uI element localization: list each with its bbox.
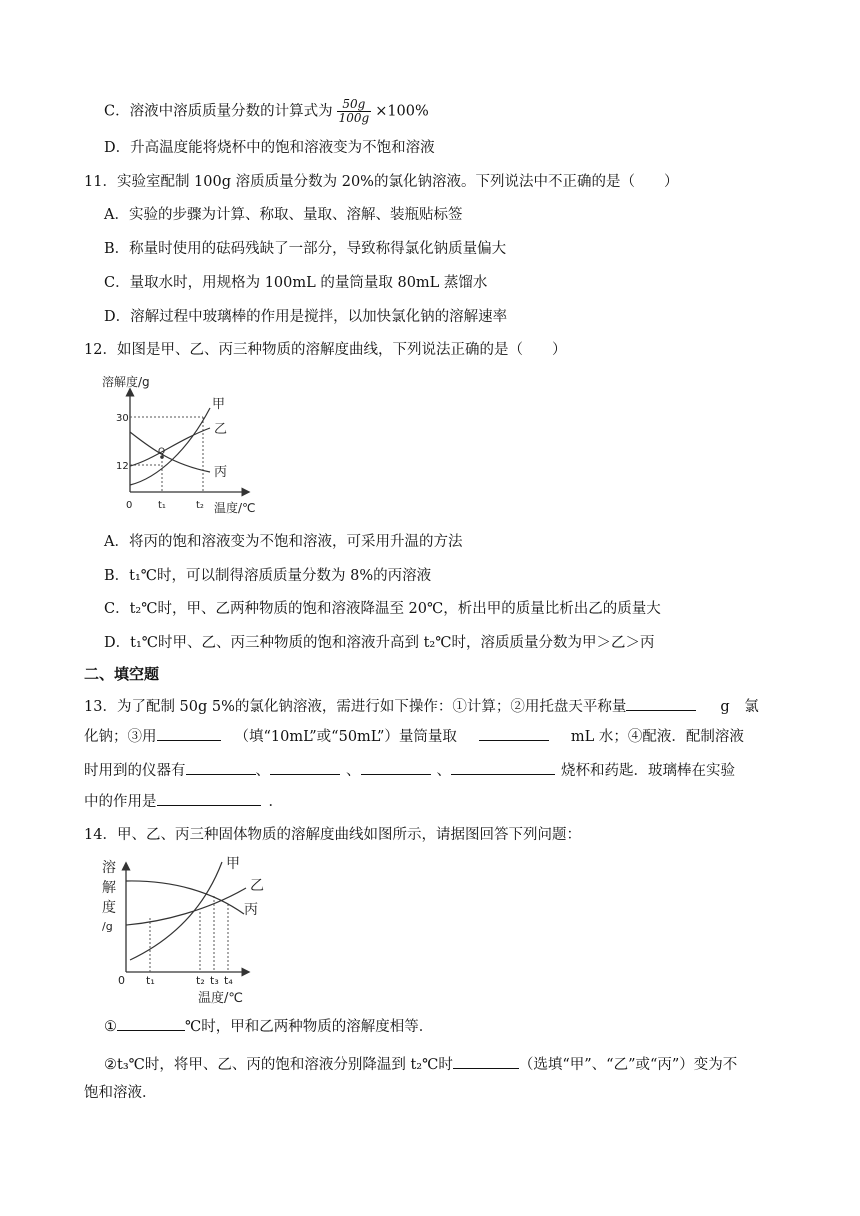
- q12-tick-30: 30: [116, 413, 129, 424]
- q11-option-b: B．称量时使用的砝码残缺了一部分，导致称得氯化钠质量偏大: [104, 241, 507, 257]
- q13-blank-cylinder[interactable]: [157, 726, 221, 741]
- q14-part-1: [104, 1016, 433, 1037]
- q11-option-a: A．实验的步骤为计算、称取、量取、溶解、装瓶贴标签: [104, 207, 463, 223]
- q14-blank-substance[interactable]: [453, 1054, 519, 1069]
- q12-y-label: 溶解度/g: [102, 375, 150, 389]
- q12-option-b: B．t₁℃时，可以制得溶质质量分数为 8%的丙溶液: [104, 568, 432, 584]
- q13-text-4a: 中的作用是: [84, 794, 157, 810]
- q13-text-1b: g 氯: [720, 699, 759, 715]
- q10-option-c: [104, 98, 429, 125]
- q13-text-2c: mL 水；④配液．配制溶液: [570, 729, 744, 745]
- q12-solubility-figure: [98, 370, 278, 520]
- q13-blank-instrument-2[interactable]: [270, 760, 340, 775]
- q11-option-c: C．量取水时，用规格为 100mL 的量筒量取 80mL 蒸馏水: [104, 275, 488, 291]
- q13-sep-1: 、: [255, 763, 270, 779]
- q14-tick-t3: t₃: [210, 974, 219, 987]
- q12-tick-t1: t₁: [158, 500, 166, 511]
- q10-fraction: [337, 98, 372, 125]
- q12-curve-bing: [130, 432, 210, 472]
- q14-tick-t4: t₄: [224, 974, 233, 987]
- q14-curve-jia: [130, 862, 222, 960]
- q12-curve-jia: [130, 408, 210, 485]
- q14-blank-temperature[interactable]: [117, 1016, 185, 1031]
- q12-series-jia: 甲: [212, 397, 226, 412]
- q14-y-label-4: /g: [102, 920, 113, 933]
- fraction-numerator: 50g: [337, 98, 372, 112]
- q14-stem: 14．甲、乙、丙三种固体物质的溶解度曲线如图所示，请据图回答下列问题：: [84, 827, 581, 843]
- q12-series-bing: 丙: [214, 465, 228, 480]
- q12-stem: 12．如图是甲、乙、丙三种物质的溶解度曲线，下列说法正确的是（ ）: [84, 342, 567, 358]
- q10-option-d: D．升高温度能将烧杯中的饱和溶液变为不饱和溶液: [104, 140, 435, 156]
- q14-y-label-3: 度: [102, 900, 116, 916]
- q12-x-label: 温度/℃: [214, 501, 256, 515]
- q12-tick-12: 12: [116, 461, 129, 472]
- q12-curve-yi: [130, 428, 210, 466]
- q14-x-label: 温度/℃: [198, 991, 243, 1006]
- q12-series-yi: 乙: [214, 422, 228, 437]
- q13-text-3a: 时用到的仪器有: [84, 763, 186, 779]
- q14-part-2-text: ②t₃℃时，将甲、乙、丙的饱和溶液分别降温到 t₂℃时: [104, 1057, 453, 1073]
- q14-solubility-figure: [98, 852, 278, 1007]
- q13-blank-volume[interactable]: [479, 726, 549, 741]
- q13-text-2a: 化钠；③用: [84, 729, 157, 745]
- section-heading: 二、填空题: [84, 665, 160, 683]
- q12-origin: 0: [126, 500, 133, 511]
- q13-sep-2: 、: [346, 763, 361, 779]
- q13-text-2b: （填“10mL”或“50mL”）量筒量取: [234, 729, 457, 745]
- q12-tick-t2: t₂: [196, 500, 204, 511]
- q14-series-yi: 乙: [250, 878, 264, 894]
- q13-blank-instrument-3[interactable]: [361, 760, 431, 775]
- q13-line-2: [84, 726, 744, 747]
- q14-part-1-marker: ①: [104, 1019, 117, 1035]
- q12-option-d: D．t₁℃时甲、乙、丙三种物质的饱和溶液升高到 t₂℃时，溶质质量分数为甲＞乙＞丙: [104, 635, 655, 651]
- q14-part-2-cont: 饱和溶液．: [84, 1085, 157, 1101]
- q13-blank-instrument-1[interactable]: [186, 760, 256, 775]
- q13-line-1: [84, 696, 759, 717]
- q13-line-4: [84, 791, 283, 812]
- q14-series-bing: 丙: [244, 902, 258, 918]
- q13-blank-rod-role[interactable]: [157, 791, 261, 806]
- q14-series-jia: 甲: [226, 856, 240, 872]
- q12-option-c: C．t₂℃时，甲、乙两种物质的饱和溶液降温至 20℃，析出甲的质量比析出乙的质量大: [104, 601, 661, 617]
- q13-sep-3: 、: [436, 763, 451, 779]
- q11-stem: 11．实验室配制 100g 溶质质量分数为 20%的氯化钠溶液。下列说法中不正确的是（ ）: [84, 174, 679, 190]
- fraction-denominator: 100g: [338, 111, 370, 125]
- q14-y-label-1: 溶: [102, 860, 116, 876]
- q13-line-3: [84, 760, 735, 781]
- q14-part-2: [104, 1054, 737, 1075]
- q14-part-2-text-b: （选填“甲”、“乙”或“丙”）变为不: [518, 1057, 738, 1073]
- q13-text-1a: 13．为了配制 50g 5%的氯化钠溶液，需进行如下操作：①计算；②用托盘天平称量: [84, 699, 627, 715]
- q13-text-3b: 烧杯和药匙．玻璃棒在实验: [561, 763, 735, 779]
- q14-y-label-2: 解: [102, 880, 116, 896]
- q10-option-c-text: C．溶液中溶质质量分数的计算式为: [104, 103, 333, 120]
- q13-blank-mass[interactable]: [626, 696, 696, 711]
- q10-option-c-suffix: ×100%: [375, 103, 429, 120]
- q13-blank-instrument-4[interactable]: [451, 760, 555, 775]
- q14-part-1-text: ℃时，甲和乙两种物质的溶解度相等．: [185, 1019, 434, 1035]
- q11-option-d: D．溶解过程中玻璃棒的作用是搅拌，以加快氯化钠的溶解速率: [104, 309, 508, 325]
- q12-option-a: A．将丙的饱和溶液变为不饱和溶液，可采用升温的方法: [104, 534, 463, 550]
- q14-origin: 0: [118, 974, 125, 987]
- q14-tick-t2: t₂: [196, 974, 205, 987]
- q14-tick-t1: t₁: [146, 974, 155, 987]
- q14-curve-bing: [126, 881, 244, 914]
- q12-point-label: Q: [158, 447, 166, 457]
- q13-text-4b: ．: [268, 794, 283, 810]
